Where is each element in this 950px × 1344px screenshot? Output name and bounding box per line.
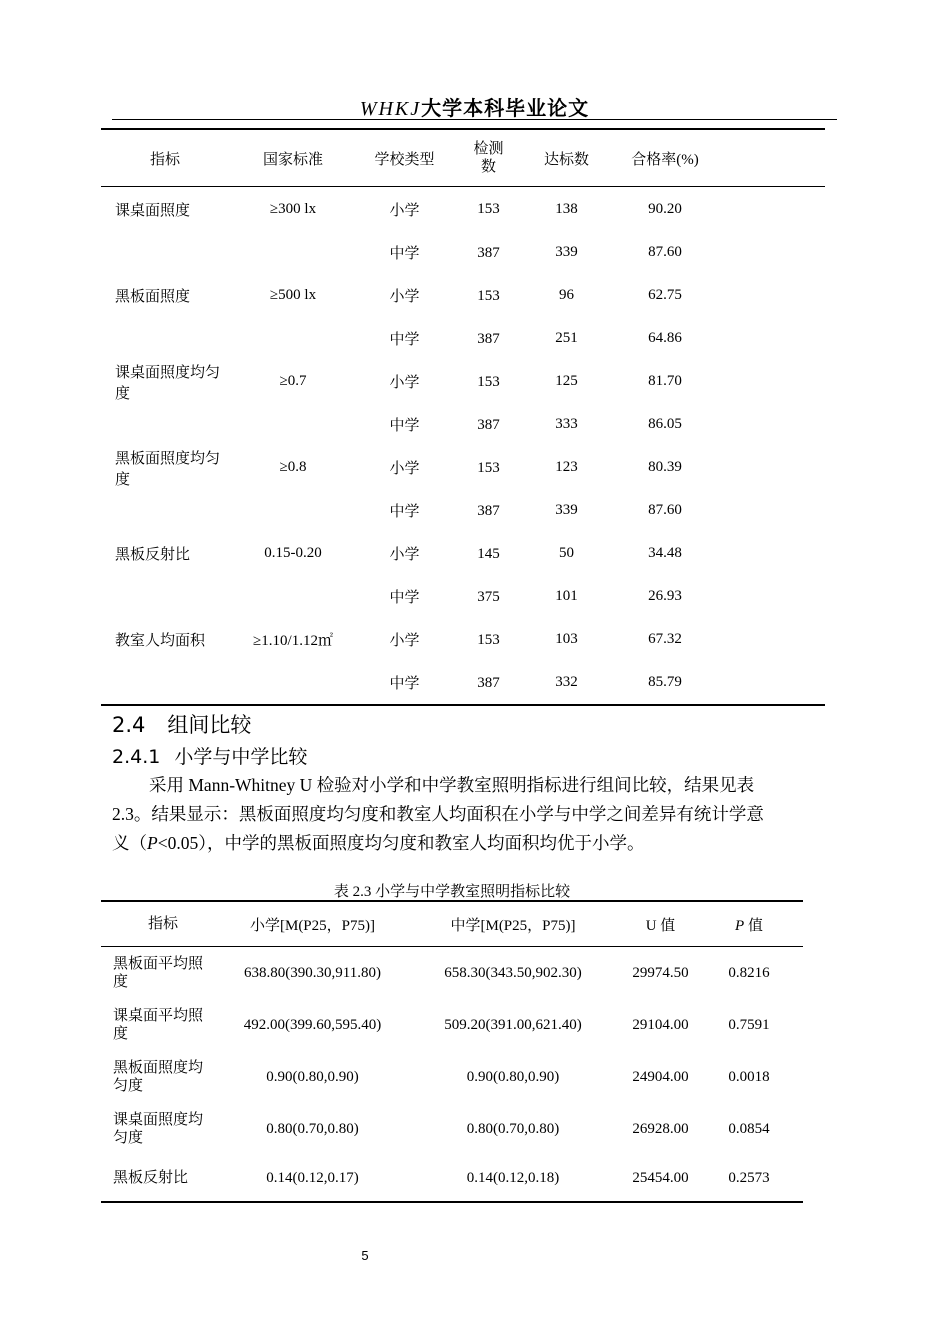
table-cell-type: 中学 xyxy=(389,676,420,692)
table-cell-n: 387 xyxy=(477,416,500,433)
table-cell-n: 153 xyxy=(477,201,500,217)
table-cell-pass: 103 xyxy=(555,631,578,647)
running-header xyxy=(112,92,837,118)
table-cell-pass: 339 xyxy=(555,502,578,518)
table-cell-type: 中学 xyxy=(389,246,420,262)
table-cell-n: 153 xyxy=(477,287,500,304)
table-row xyxy=(101,317,825,360)
table-cell-primary: 0.14(0.12,0.17) xyxy=(266,1169,359,1186)
table-cell-standard: ≥300 lx xyxy=(269,200,317,217)
p-label: 值 xyxy=(744,917,763,934)
table-cell-pass: 138 xyxy=(555,200,578,217)
subsection-heading-2-4-1 xyxy=(112,742,307,769)
table-row xyxy=(101,403,825,446)
indicator-line: 黑板面照度均 xyxy=(113,1060,204,1076)
table-cell-indicator xyxy=(101,1111,225,1147)
section-number: 2.4 xyxy=(112,713,146,737)
table-cell-indicator: 教室人均面积 xyxy=(115,633,206,649)
col-header-middle: 中学[M(P25，P75)] xyxy=(450,917,576,934)
table-cell-rate: 67.32 xyxy=(648,631,682,647)
indicator-line: 匀度 xyxy=(113,1078,144,1094)
p-symbol: P xyxy=(147,833,158,853)
table-row xyxy=(101,618,825,661)
table-row xyxy=(101,446,825,489)
table-body xyxy=(101,947,803,1203)
subsection-number: 2.4.1 xyxy=(112,746,161,768)
table-cell-rate: 64.86 xyxy=(648,330,682,346)
table-cell-rate: 26.93 xyxy=(648,588,682,604)
paragraph-line-3-b: <0.05），中学的黑板面照度均匀度和教室人均面积均优于小学。 xyxy=(157,833,645,853)
table-cell-n: 145 xyxy=(477,545,500,562)
table-row xyxy=(101,1103,803,1155)
table-cell-n: 153 xyxy=(477,459,500,476)
table-cell-indicator: 课桌面照度均匀度 xyxy=(115,364,221,402)
indicator-line: 黑板面平均照 xyxy=(113,956,204,972)
table-cell-primary: 492.00(399.60,595.40) xyxy=(243,1016,382,1033)
table-cell-pass: 123 xyxy=(555,459,578,475)
col-header-indicator: 指标 xyxy=(149,151,180,168)
section-title: 组间比较 xyxy=(167,713,252,737)
table-row xyxy=(101,1051,803,1103)
table-body xyxy=(101,187,825,706)
table-header-row xyxy=(101,130,825,187)
table-cell-rate: 34.48 xyxy=(648,545,682,561)
table-cell-primary: 638.80(390.30,911.80) xyxy=(244,964,381,981)
col-header-count-line2: 数 xyxy=(480,159,496,175)
col-header-count xyxy=(452,140,525,176)
table-cell-pass: 125 xyxy=(555,373,578,389)
table-cell-p: 0.0854 xyxy=(728,1120,770,1137)
col-header-primary: 小学[M(P25，P75)] xyxy=(249,917,375,934)
table-cell-type: 小学 xyxy=(389,461,420,477)
table-row xyxy=(101,489,825,532)
table-row xyxy=(101,187,825,231)
table-cell-middle: 509.20(391.00,621.40) xyxy=(444,1016,582,1033)
table-cell-standard: 0.15-0.20 xyxy=(264,545,322,561)
table-cell-p: 0.0018 xyxy=(728,1068,770,1085)
table-cell-primary: 0.80(0.70,0.80) xyxy=(266,1120,359,1137)
table-row xyxy=(101,532,825,575)
table-cell-type: 中学 xyxy=(389,418,420,434)
header-latin: WHKJ xyxy=(359,98,422,120)
table-cell-n: 387 xyxy=(477,502,500,519)
table-cell-rate: 90.20 xyxy=(648,200,682,217)
header-rule xyxy=(112,119,837,120)
indicator-line: 黑板反射比 xyxy=(113,1170,189,1186)
table-row xyxy=(101,231,825,274)
table-cell-standard: ≥500 lx xyxy=(269,287,317,303)
table-cell-u: 29974.50 xyxy=(632,964,689,981)
col-header-pass: 达标数 xyxy=(543,151,589,168)
table-cell-pass: 251 xyxy=(555,330,578,346)
table-cell-standard: ≥1.10/1.12㎡ xyxy=(253,633,333,649)
table-cell-rate: 87.60 xyxy=(648,244,682,260)
table-cell-n: 153 xyxy=(477,631,500,648)
col-header-school-type: 学校类型 xyxy=(374,151,435,168)
table-row xyxy=(101,1155,803,1203)
table-cell-n: 387 xyxy=(477,674,500,691)
indicator-line: 课桌面平均照 xyxy=(113,1008,204,1024)
table-cell-type: 中学 xyxy=(389,332,420,348)
table-cell-rate: 87.60 xyxy=(648,502,682,518)
table-cell-indicator: 黑板反射比 xyxy=(115,547,191,563)
table-cell-indicator xyxy=(101,1169,225,1187)
table-cell-middle: 658.30(343.50,902.30) xyxy=(444,964,582,981)
header-title: 大学本科毕业论文 xyxy=(421,98,590,120)
col-header-indicator: 指标 xyxy=(147,916,178,932)
table-cell-pass: 332 xyxy=(555,674,578,690)
table-row xyxy=(101,274,825,317)
col-header-standard: 国家标准 xyxy=(262,151,323,168)
table-cell-type: 中学 xyxy=(389,590,420,606)
table-cell-rate: 86.05 xyxy=(648,416,682,432)
table-cell-n: 153 xyxy=(477,373,500,390)
table-cell-indicator xyxy=(101,1059,225,1095)
table-cell-pass: 333 xyxy=(555,416,578,432)
p-symbol: P xyxy=(735,917,745,934)
table-row xyxy=(101,661,825,706)
subsection-title: 小学与中学比较 xyxy=(174,746,308,768)
table-indicator-compliance xyxy=(101,128,825,706)
table-cell-pass: 50 xyxy=(559,545,574,561)
indicator-line: 匀度 xyxy=(113,1130,144,1146)
indicator-line: 度 xyxy=(113,1026,129,1042)
paragraph-line-1: 采用 Mann-Whitney U 检验对小学和中学教室照明指标进行组间比较，结果见表 xyxy=(149,775,755,795)
table-cell-rate: 80.39 xyxy=(648,459,682,475)
table-cell-type: 小学 xyxy=(389,289,420,305)
indicator-line: 度 xyxy=(113,974,129,990)
col-header-u: U 值 xyxy=(645,917,676,934)
col-header-p xyxy=(695,914,803,935)
table-cell-pass: 101 xyxy=(555,588,578,604)
indicator-line: 课桌面照度均 xyxy=(113,1112,204,1128)
table-cell-u: 26928.00 xyxy=(632,1120,689,1137)
table-group-comparison xyxy=(101,900,803,1203)
paragraph-line-2: 2.3。结果显示：黑板面照度均匀度和教室人均面积在小学与中学之间差异有统计学意 xyxy=(112,804,764,824)
body-paragraph xyxy=(112,771,838,858)
table-cell-type: 小学 xyxy=(389,547,420,563)
table-header-row xyxy=(101,902,803,947)
table-cell-standard: ≥0.7 xyxy=(279,373,307,389)
table-cell-standard: ≥0.8 xyxy=(279,459,307,475)
table-cell-middle: 0.80(0.70,0.80) xyxy=(466,1120,560,1137)
table-row xyxy=(101,999,803,1051)
table-cell-type: 中学 xyxy=(389,504,420,520)
paragraph-line-3-a: 义（ xyxy=(112,833,147,853)
table-cell-n: 387 xyxy=(477,330,500,347)
section-heading-2-4 xyxy=(112,709,251,739)
col-header-rate: 合格率(%) xyxy=(631,151,699,168)
table-cell-indicator xyxy=(101,1007,225,1043)
paragraph-line-3 xyxy=(112,829,838,858)
table-cell-type: 小学 xyxy=(389,202,420,219)
table-cell-pass: 339 xyxy=(555,244,578,260)
col-header-count-line1: 检测 xyxy=(473,141,504,157)
table-cell-pass: 96 xyxy=(559,287,574,303)
table-cell-rate: 81.70 xyxy=(648,373,682,389)
table-cell-rate: 62.75 xyxy=(648,287,682,303)
table-cell-u: 24904.00 xyxy=(632,1068,689,1085)
table-cell-indicator: 黑板面照度均匀度 xyxy=(115,450,221,488)
table-row xyxy=(101,360,825,403)
table-row xyxy=(101,947,803,999)
table-cell-n: 375 xyxy=(477,588,500,605)
table-caption: 表 2.3 小学与中学教室照明指标比较 xyxy=(333,884,571,900)
table-cell-u: 25454.00 xyxy=(632,1169,689,1186)
table-cell-type: 小学 xyxy=(389,633,420,649)
table-row xyxy=(101,575,825,618)
table-cell-middle: 0.14(0.12,0.18) xyxy=(466,1169,560,1186)
table-cell-n: 387 xyxy=(477,244,500,261)
table-cell-p: 0.7591 xyxy=(728,1016,770,1033)
table-cell-rate: 85.79 xyxy=(648,674,682,690)
table-cell-middle: 0.90(0.80,0.90) xyxy=(466,1068,560,1085)
page-number: 5 xyxy=(361,1248,369,1263)
table-cell-primary: 0.90(0.80,0.90) xyxy=(266,1068,359,1085)
table-cell-p: 0.2573 xyxy=(728,1169,770,1186)
table-cell-u: 29104.00 xyxy=(632,1016,689,1033)
table-cell-type: 小学 xyxy=(389,375,420,391)
table-cell-indicator: 黑板面照度 xyxy=(115,289,191,305)
table-cell-p: 0.8216 xyxy=(728,964,770,981)
table-cell-indicator: 课桌面照度 xyxy=(115,202,191,219)
table-cell-indicator xyxy=(101,955,225,991)
